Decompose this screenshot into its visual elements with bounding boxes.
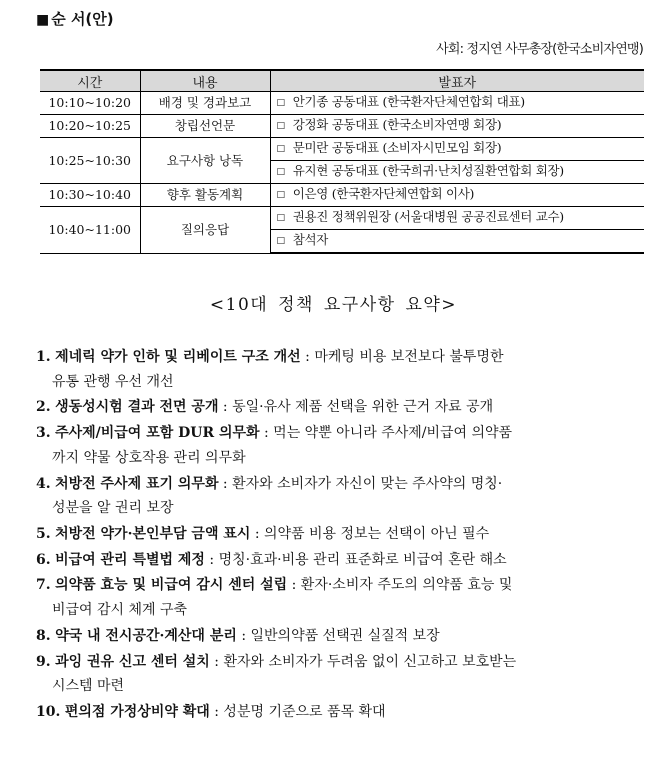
requirement-item: [36, 472, 644, 521]
schedule-time: 10:20~10:25: [40, 115, 140, 138]
requirement-description: : 환자와 소비자가 자신이 맞는 주사약의 명칭·: [218, 475, 503, 492]
schedule-content: 배경 및 경과보고: [140, 92, 270, 115]
requirement-first-line: [36, 650, 644, 675]
requirement-description: : 동일·유사 제품 선택을 위한 근거 자료 공개: [218, 399, 494, 416]
header-time: 시간: [40, 70, 140, 92]
schedule-time: 10:40~11:00: [40, 207, 140, 254]
schedule-presenter: [270, 138, 644, 161]
schedule-presenter: [270, 92, 644, 115]
requirement-title: 의약품 효능 및 비급여 감시 센터 설립: [55, 577, 288, 594]
requirement-title: 처방전 약가·본인부담 금액 표시: [55, 525, 251, 542]
requirement-first-line: [36, 548, 644, 573]
requirement-title: 생동성시험 결과 전면 공개: [55, 399, 219, 416]
presenter-name: 이은영 (한국환자단체연합회 이사): [292, 186, 475, 201]
requirement-continuation: 유통 관행 우선 개선: [52, 373, 174, 390]
requirement-title: 제네릭 약가 인하 및 리베이트 구조 개선: [55, 349, 301, 365]
requirement-title: 처방전 주사제 표기 의무화: [55, 475, 219, 492]
schedule-content: 향후 활동계획: [140, 184, 270, 207]
requirement-number: 10.: [36, 704, 61, 720]
checkbox-icon: □: [276, 144, 285, 154]
schedule-row: [40, 184, 644, 207]
section-heading-title: 순 서(안): [51, 10, 114, 28]
checkbox-icon: □: [276, 236, 285, 246]
schedule-row: [40, 115, 644, 138]
square-bullet-icon: ■: [36, 12, 50, 28]
requirement-item: [36, 395, 644, 420]
schedule-content: 창립선언문: [140, 115, 270, 138]
checkbox-icon: □: [276, 190, 285, 200]
requirement-item: [36, 624, 644, 649]
presenter-name: 권용진 정책위원장 (서울대병원 공공진료센터 교수): [292, 209, 564, 224]
requirement-number: 8.: [36, 627, 51, 644]
header-presenter: 발표자: [270, 70, 644, 92]
requirement-item: [36, 345, 644, 394]
requirements-list: [36, 345, 644, 726]
requirement-first-line: [36, 421, 644, 446]
schedule-time: 10:30~10:40: [40, 184, 140, 207]
schedule-row: [40, 207, 644, 230]
requirement-item: [36, 421, 644, 470]
requirement-item: [36, 548, 644, 573]
presenter-name: 안기종 공동대표 (한국환자단체연합회 대표): [292, 94, 525, 109]
requirement-title: 약국 내 전시공간·계산대 분리: [55, 627, 237, 644]
requirement-number: 4.: [36, 475, 51, 492]
requirement-title: 비급여 관리 특별법 제정: [55, 551, 205, 568]
schedule-content: 요구사항 낭독: [140, 138, 270, 184]
presenter-name: 유지현 공동대표 (한국희귀·난치성질환연합회 회장): [292, 163, 564, 178]
checkbox-icon: □: [276, 98, 285, 108]
requirement-number: 3.: [36, 425, 51, 442]
schedule-presenter: [270, 115, 644, 138]
schedule-header-row: [40, 70, 644, 92]
schedule-time: 10:10~10:20: [40, 92, 140, 115]
schedule-presenter: [270, 161, 644, 184]
requirement-description: : 일반의약품 선택권 실질적 보장: [236, 627, 440, 644]
requirement-description: : 명칭·효과·비용 관리 표준화로 비급여 혼란 해소: [204, 551, 507, 568]
requirement-number: 1.: [36, 349, 51, 365]
schedule-presenter: [270, 207, 644, 230]
schedule-presenter: [270, 184, 644, 207]
requirement-description: : 성분명 기준으로 품목 확대: [209, 704, 386, 720]
requirement-first-line: [36, 573, 644, 598]
requirement-description: : 마케팅 비용 보전보다 불투명한: [300, 349, 504, 365]
summary-title: <10대 정책 요구사항 요약>: [209, 295, 458, 315]
requirement-number: 6.: [36, 551, 51, 568]
section-heading: [36, 8, 114, 29]
requirement-number: 9.: [36, 653, 51, 670]
schedule-row: [40, 92, 644, 115]
presenter-name: 참석자: [292, 232, 329, 247]
schedule-row: [40, 138, 644, 161]
checkbox-icon: □: [276, 121, 285, 131]
requirement-first-line: [36, 624, 644, 649]
requirement-number: 5.: [36, 525, 51, 542]
checkbox-icon: □: [276, 167, 285, 177]
requirement-item: [36, 700, 644, 725]
requirement-item: [36, 573, 644, 622]
requirement-first-line: [36, 395, 644, 420]
checkbox-icon: □: [276, 213, 285, 223]
requirement-description: : 환자·소비자 주도의 의약품 효능 및: [287, 577, 513, 594]
requirement-continuation: 비급여 감시 체계 구축: [52, 602, 188, 619]
requirement-item: [36, 522, 644, 547]
requirement-description: : 먹는 약뿐 아니라 주사제/비급여 의약품: [259, 425, 513, 442]
schedule-table: [40, 69, 644, 254]
requirement-first-line: [36, 472, 644, 497]
presenter-name: 강정화 공동대표 (한국소비자연맹 회장): [292, 117, 502, 132]
schedule-content: 질의응답: [140, 207, 270, 254]
requirement-continuation: 성분을 알 권리 보장: [52, 500, 174, 517]
requirement-title: 주사제/비급여 포함 DUR 의무화: [55, 425, 260, 442]
requirement-title: 과잉 권유 신고 센터 설치: [55, 653, 210, 670]
presenter-name: 문미란 공동대표 (소비자시민모임 회장): [292, 140, 502, 155]
requirement-continuation: 까지 약물 상호작용 관리 의무화: [52, 449, 246, 466]
host-line: 사회: 정지연 사무총장(한국소비자연맹): [436, 42, 643, 57]
requirement-first-line: [36, 522, 644, 547]
requirement-item: [36, 650, 644, 699]
requirement-description: : 의약품 비용 정보는 선택이 아닌 필수: [250, 525, 490, 542]
requirement-number: 7.: [36, 577, 51, 594]
requirement-continuation: 시스템 마련: [52, 678, 125, 695]
header-content: 내용: [140, 70, 270, 92]
schedule-time: 10:25~10:30: [40, 138, 140, 184]
requirement-number: 2.: [36, 399, 51, 416]
requirement-title: 편의점 가정상비약 확대: [64, 704, 210, 720]
requirement-first-line: [36, 700, 644, 725]
requirement-description: : 환자와 소비자가 두려움 없이 신고하고 보호받는: [209, 653, 517, 670]
requirement-first-line: [36, 345, 644, 370]
schedule-presenter: [270, 230, 644, 254]
